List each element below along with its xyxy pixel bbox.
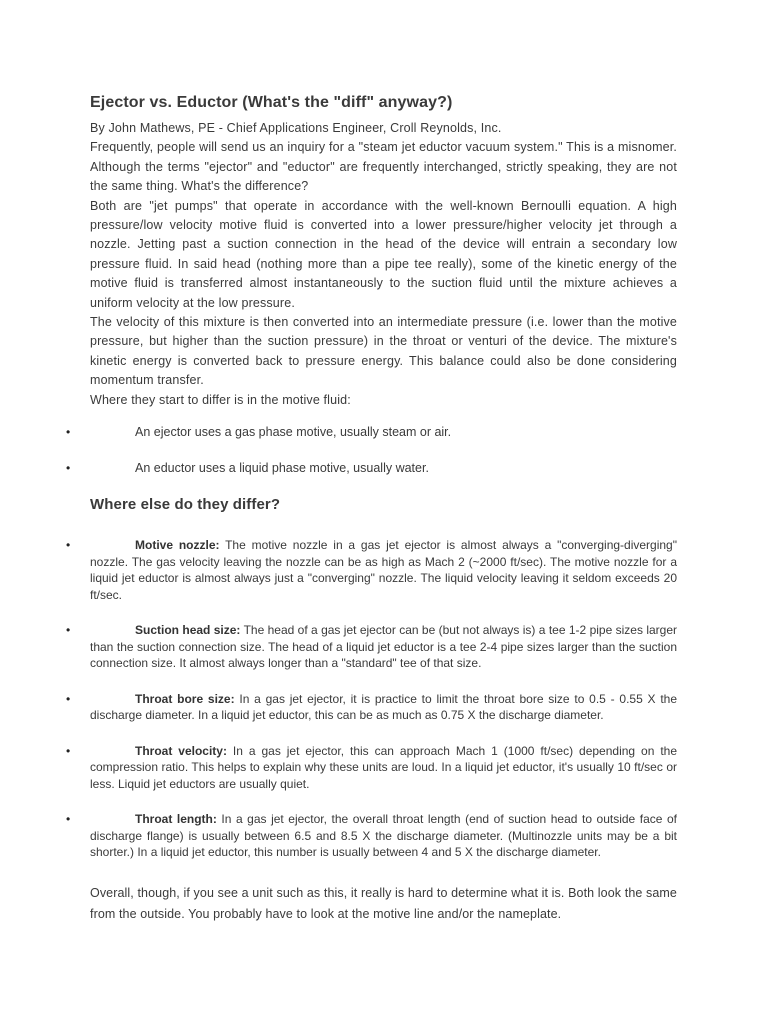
difference-text: The head of a gas jet ejector can be (but not always is) a tee 1-2 pipe sizes larger than the suction connection size. The head of a liquid jet eductor is a tee 2-4 pipe sizes larger than the suction connection size. It almost always longer than a "standard" tee of that size. bbox=[90, 623, 677, 671]
document-page bbox=[66, 93, 678, 938]
bullet-icon: • bbox=[66, 623, 71, 638]
paragraph-jet-pumps: Both are "jet pumps" that operate in accordance with the well-known Bernoulli equation. A high pressure/low velocity motive fluid is converted into a lower pressure/higher velocity jet through a nozzle. Jetting past a suction connection in the head of the device will entrain a secondary low pressure fluid. In said head (nothing more than a pipe tee really), some of the kinetic energy of the motive fluid is transferred almost instantaneously to the suction fluid until the mixture achieves a uniform velocity at the low pressure. bbox=[90, 198, 677, 310]
bullet-icon: • bbox=[66, 538, 71, 553]
bullet-icon: • bbox=[66, 425, 71, 440]
difference-text: In a gas jet ejector, the overall throat length (end of suction head to outside face of discharge flange) is usually between 6.5 and 8.5 X the discharge diameter. (Multinozzle units may be a bit shorter.) In a liquid jet eductor, this number is usually between 4 and 5 X the discharge diameter. bbox=[90, 812, 678, 860]
difference-text: The motive nozzle in a gas jet ejector is almost always a "converging-diverging" nozzle. The gas velocity leaving the nozzle can be as high as Mach 2 (~2000 ft/sec). The motive nozzle for a liquid jet eductor is almost always just a "converging" nozzle. The liquid velocity leaving it seldom exceeds 20 ft/sec. bbox=[90, 538, 677, 602]
article-byline: By John Mathews, PE - Chief Applications Engineer, Croll Reynolds, Inc. bbox=[90, 121, 502, 135]
bullet-icon: • bbox=[66, 461, 71, 476]
bullet-icon: • bbox=[66, 691, 71, 706]
difference-term: Suction head size: bbox=[135, 623, 241, 638]
bullet-text: An eductor uses a liquid phase motive, usually water. bbox=[135, 461, 429, 476]
list-item bbox=[66, 537, 677, 603]
difference-term: Throat bore size: bbox=[135, 691, 235, 706]
bullet-text: An ejector uses a gas phase motive, usually steam or air. bbox=[135, 425, 452, 440]
bullet-icon: • bbox=[66, 743, 71, 758]
paragraph-mixture-velocity: The velocity of this mixture is then converted into an intermediate pressure (i.e. lower than the motive pressure, but higher than the suction pressure) in the throat or venturi of the device. The mixture's kinetic energy is converted back to pressure energy. This balance could also be done considering momentum transfer. bbox=[90, 315, 677, 388]
list-item bbox=[66, 743, 677, 793]
closing-paragraph: Overall, though, if you see a unit such as this, it really is hard to determine what it is. Both look the same from the outside. You probably have to look at the motive line and/or the nameplate. bbox=[90, 885, 677, 922]
difference-term: Throat length: bbox=[135, 812, 217, 827]
paragraph-motive-fluid: Where they start to differ is in the motive fluid: bbox=[90, 392, 351, 407]
motive-bullet-list bbox=[66, 423, 677, 478]
list-item bbox=[66, 423, 677, 442]
difference-term: Motive nozzle: bbox=[135, 538, 220, 553]
list-item bbox=[66, 691, 677, 724]
difference-term: Throat velocity: bbox=[135, 743, 227, 758]
article-title: Ejector vs. Eductor (What's the "diff" anyway?) bbox=[90, 94, 453, 111]
bullet-icon: • bbox=[66, 812, 71, 827]
list-item bbox=[66, 622, 677, 672]
section-heading: Where else do they differ? bbox=[90, 496, 281, 514]
differences-list bbox=[66, 537, 678, 861]
difference-text: In a gas jet ejector, this can approach Mach 1 (1000 ft/sec) depending on the compression ratio. This helps to explain why these units are loud. In a liquid jet eductor, it's usually 10 ft/sec or less. Liquid jet eductors are usually quiet. bbox=[90, 743, 677, 791]
difference-text: In a gas jet ejector, it is practice to limit the throat bore size to 0.5 - 0.55 X the discharge diameter. In a liquid jet eductor, this can be as much as 0.75 X the discharge diameter. bbox=[90, 691, 677, 723]
paragraph-intro: Frequently, people will send us an inquiry for a "steam jet eductor vacuum system." This is a misnomer. Although the terms "ejector" and "eductor" are frequently interchanged, strictly speaking, they are not the same thing. What's the difference? bbox=[90, 140, 677, 194]
list-item bbox=[66, 811, 678, 861]
list-item bbox=[66, 459, 677, 478]
